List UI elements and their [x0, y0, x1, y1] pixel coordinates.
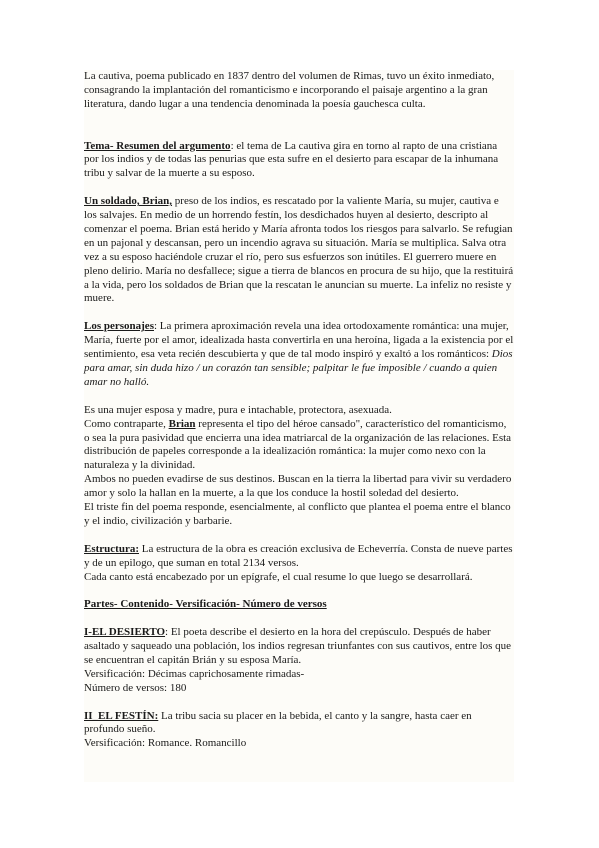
estructura-paragraph: [84, 543, 514, 571]
document-body: [84, 70, 514, 782]
desierto-text: : El poeta describe el desierto en la hora del crepúsculo. Después de haber asaltado y saqueado una población, los indios regresan triunfantes con sus cautivos, entre los que se encuentran el capitán Brián y su esposa María.: [84, 626, 512, 666]
soldado-text: preso de los indios, es rescatado por la valiente María, su mujer, cautiva e los salvajes. En medio de un horrendo festín, los desdichados huyen al desierto, descripto al comenzar el poema. Brian está herido y María afronta todos los riesgos para salvarlo. Se refugian en un pajonal y descansan, pero un incendio agrava su situación. María se multiplica. Salva otra vez a su esposo haciéndole cruzar el río, pero sus esfuerzos son inútiles. El guerrero muere en pleno delirio. María no desfallece; sigue a tierra de blancos en procura de su hijo, que la restituirá a la vida, pero los soldados de Brian que la rescatan le anuncian su muerte. La infeliz no resiste y muere.: [84, 195, 514, 305]
soldado-heading: Un soldado, Brian,: [84, 195, 173, 208]
personajes-heading: Los personajes: [84, 320, 154, 333]
maria-line: Es una mujer esposa y madre, pura e intachable, protectora, asexuada.: [84, 403, 392, 416]
soldado-paragraph: [84, 195, 514, 306]
personajes-quote: Dios para amar, sin duda hizo / un corazón tan sensible; palpitar le fue imposible / cuando a quien amar no halló.: [84, 348, 513, 388]
tema-text: : el tema de La cautiva gira en torno al rapto de una cristiana por los indios y de todas las penurias que esta sufre en el desierto para escapar de la inhumana tribu y salvar de la muerte a su esposo.: [84, 139, 499, 180]
triste-paragraph: El triste fin del poema responde, esencialmente, al conflicto que plantea el poema entre el blanco y el indio, civilización y barbarie.: [84, 501, 511, 527]
brian-name: Brian: [168, 417, 196, 430]
contraparte-pre: Como contraparte,: [84, 417, 169, 430]
festin-text: La tribu sacia su placer en la bebida, el canto y la sangre, hasta caer en profundo sueño.: [84, 709, 472, 736]
ambos-paragraph: Ambos no pueden evadirse de sus destinos. Buscan en la tierra la libertad para vivir su verdadero amor y solo la hallan en la muerte, a la que los conduce la hostil soledad del desierto.: [84, 473, 512, 500]
partes-heading: Partes- Contenido- Versificación- Número de versos: [84, 598, 327, 611]
personajes-text: : La primera aproximación revela una idea ortodoxamente romántica: una mujer, María, fuerte por el amor, idealizada hasta convertirla en una heroína, ligada a la existencia por el sentimiento, esa veta recién descubierta y que de tal modo inspiró y exaltó a los románticos:: [84, 320, 514, 361]
festin-paragraph: [84, 710, 514, 738]
festin-versificacion: Versificación: Romance. Romancillo: [84, 737, 247, 750]
intro-paragraph: La cautiva, poema publicado en 1837 dentro del volumen de Rimas, tuvo un éxito inmediato, consagrando la implantación del romanticismo e incorporando el paisaje argentino a la gran literatura, dando lugar a una tendencia denominada la poesía gauchesca culta.: [84, 70, 495, 110]
desierto-numero: Número de versos: 180: [84, 681, 187, 694]
desierto-paragraph: [84, 626, 514, 668]
festin-heading: II_EL FESTÍN:: [84, 709, 159, 722]
contraparte-text: representa el tipo del héroe cansado", característico del romanticismo, o sea la pura pasividad que encierra una idea matriarcal de la organización de las relaciones. Esta distribución de papeles corresponde a la idealización romántica: la mujer como nexo con la naturaleza y la divinidad.: [84, 417, 512, 472]
estructura-text: La estructura de la obra es creación exclusiva de Echeverría. Consta de nueve partes y de un epilogo, que suman en total 2134 versos.: [84, 542, 513, 569]
contraparte-paragraph: [84, 418, 514, 474]
desierto-versificacion: Versificación: Décimas caprichosamente rimadas-: [84, 667, 305, 680]
tema-paragraph: [84, 140, 514, 182]
estructura-line2: Cada canto está encabezado por un epígrafe, el cual resume lo que luego se desarrollará.: [84, 570, 473, 583]
tema-heading: Tema- Resumen del argumento: [84, 139, 231, 152]
estructura-heading: Estructura:: [84, 542, 139, 555]
personajes-paragraph: [84, 320, 514, 390]
desierto-heading: I-EL DESIERTO: [84, 626, 166, 639]
